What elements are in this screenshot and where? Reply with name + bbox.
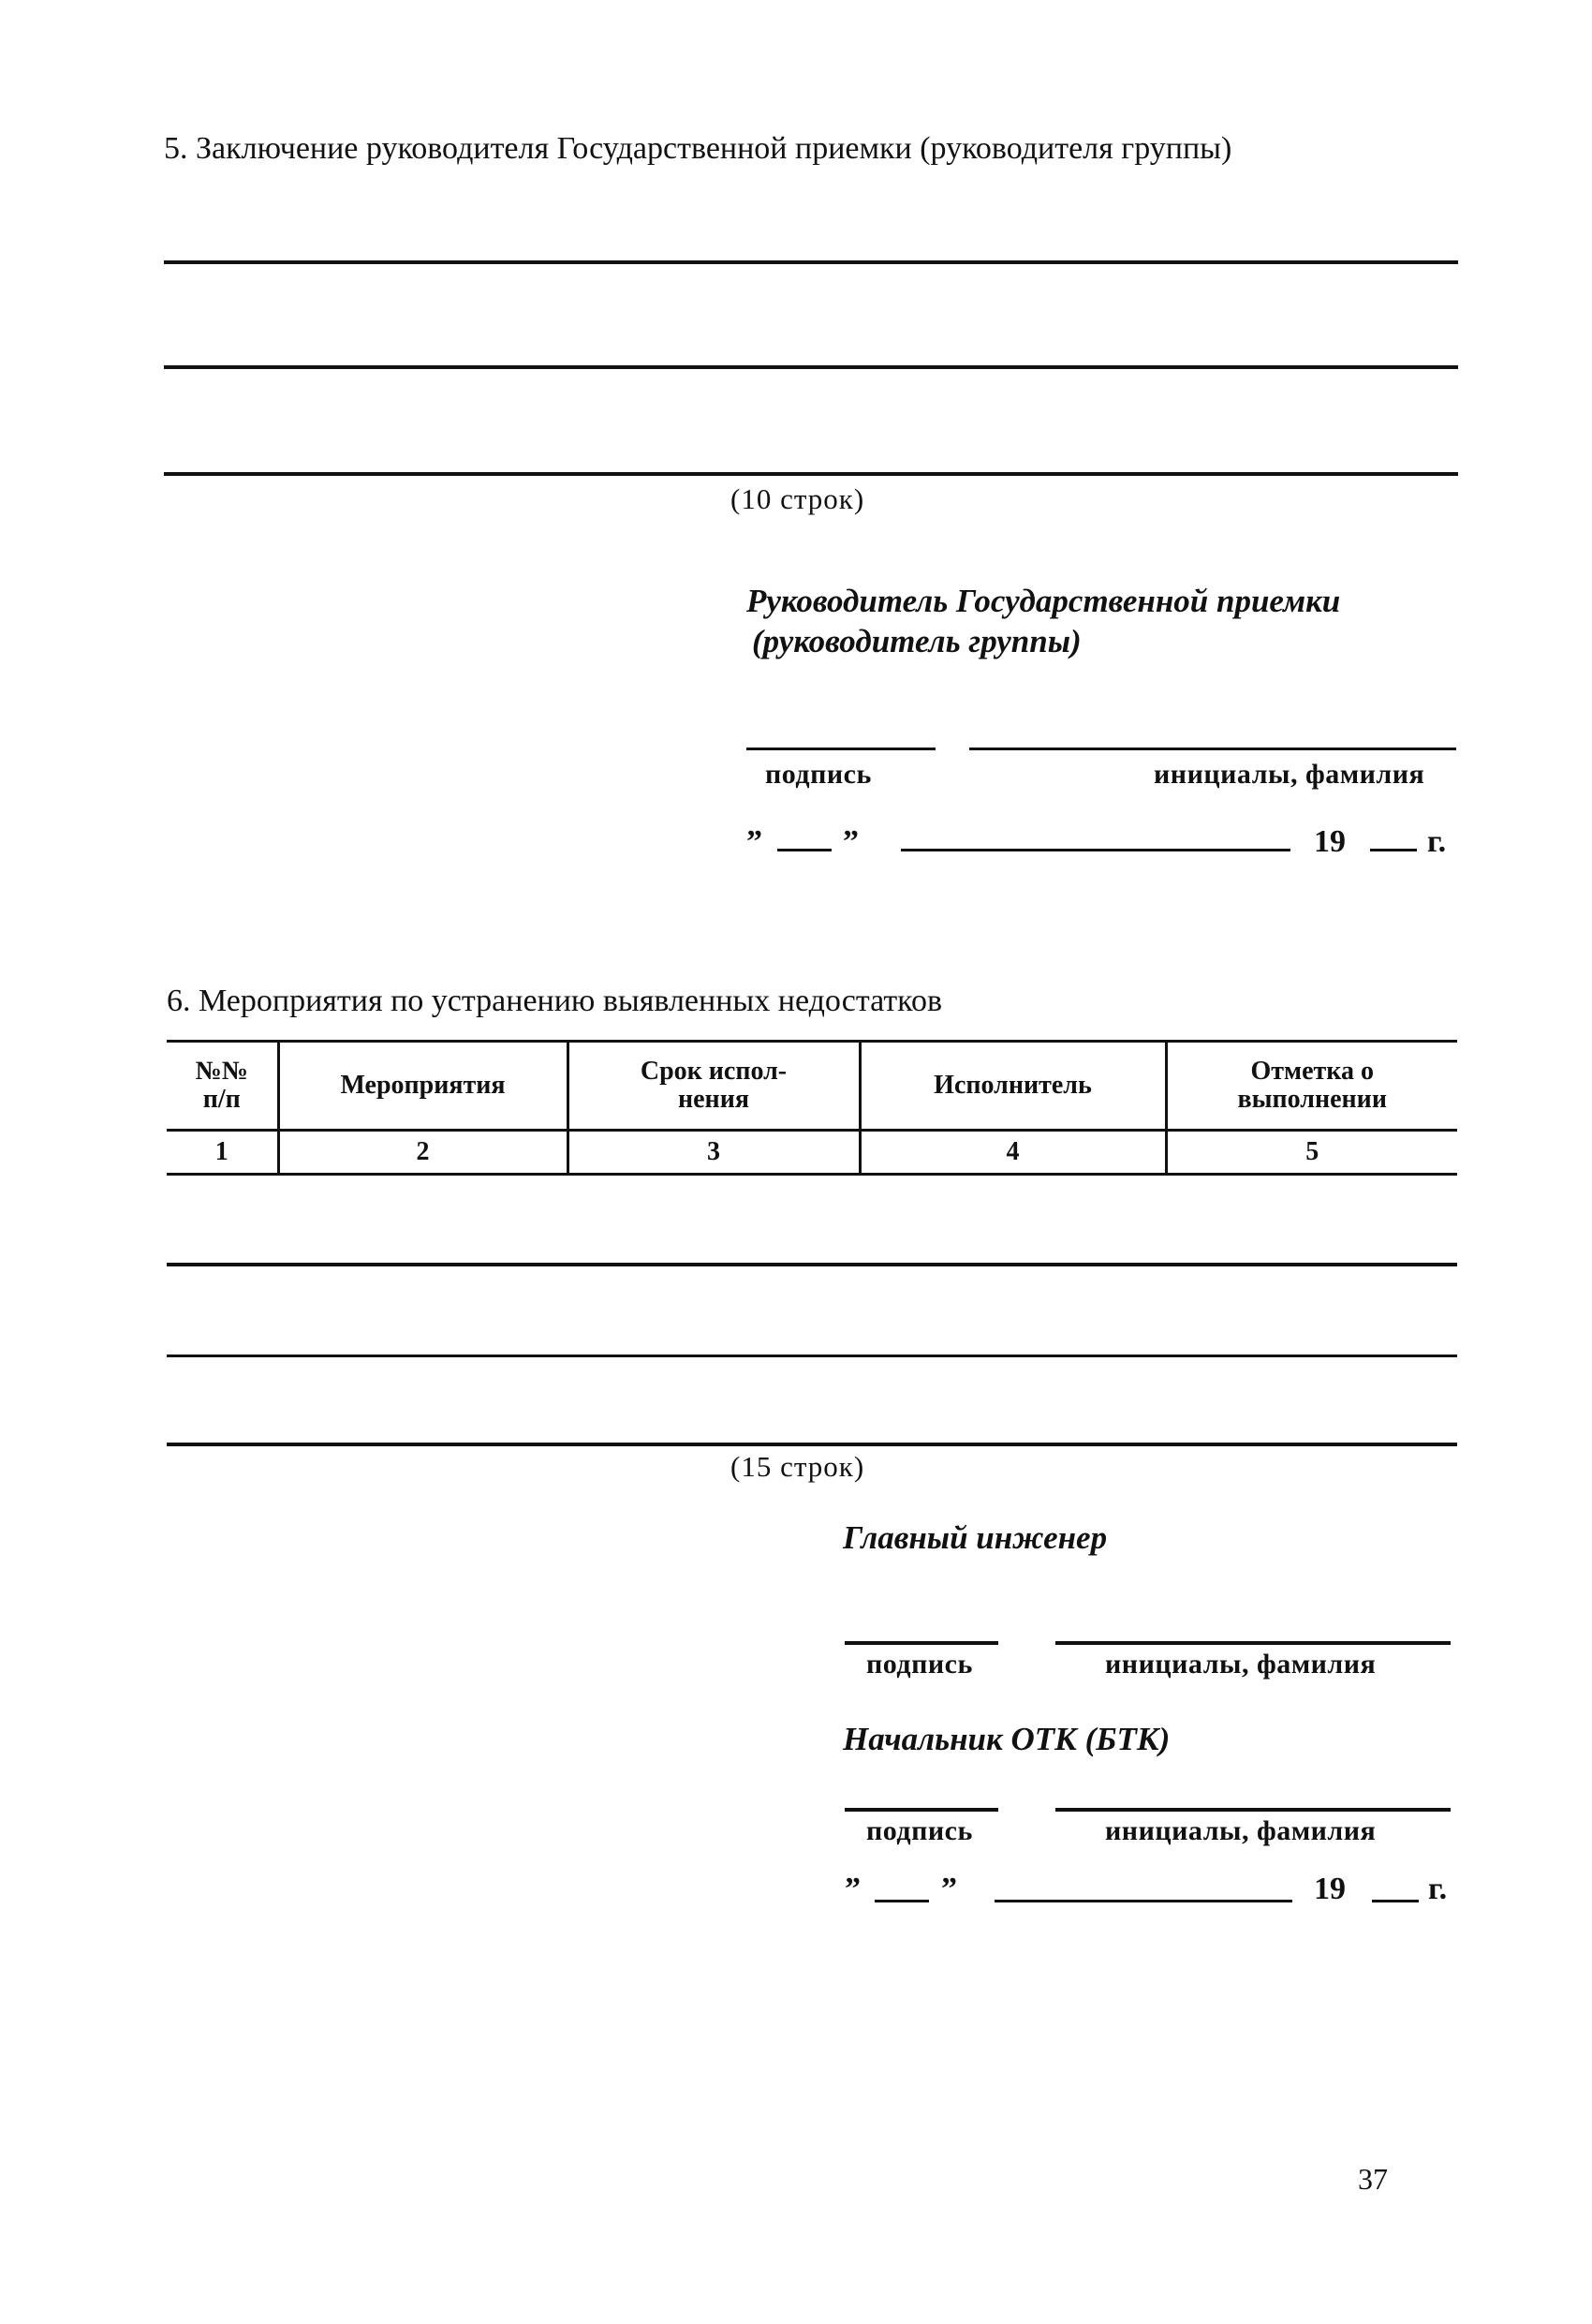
lines-count-note: (10 строк) [730, 482, 865, 515]
otk-date-quote-open: ” [845, 1872, 861, 1906]
section-6-title: 6. Мероприятия по устранению выявленных недостатков [167, 984, 943, 1018]
header-executor [860, 1042, 1166, 1131]
section-5-title: 5. Заключение руководителя Государственной приемки (руководителя группы) [164, 131, 1232, 166]
measures-table [167, 1040, 1457, 1176]
otk-head-title: Начальник ОТК (БТК) [843, 1721, 1171, 1757]
column-number-row [167, 1131, 1457, 1175]
measures-line-2[interactable] [167, 1354, 1457, 1357]
column-number-cell: 2 [278, 1131, 568, 1175]
signer-role-subtitle: (руководитель группы) [752, 623, 1082, 659]
date-year-prefix: 19 [1314, 824, 1346, 859]
otk-date-quote-close: ” [941, 1872, 957, 1906]
header-number [167, 1042, 278, 1131]
header-executor-text: Исполнитель [934, 1071, 1092, 1100]
measures-line-1[interactable] [167, 1263, 1457, 1266]
signer-role-title: Руководитель Государственной приемки [746, 583, 1341, 619]
header-deadline-line-1: Срок испол- [640, 1057, 788, 1086]
column-number-cell: 5 [1166, 1131, 1457, 1175]
header-completion-line-2: выполнении [1237, 1085, 1387, 1114]
otk-date-year-field[interactable] [1372, 1900, 1419, 1902]
date-year-suffix: г. [1427, 824, 1447, 859]
otk-head-signature-line[interactable] [845, 1808, 998, 1812]
column-number-cell: 4 [860, 1131, 1166, 1175]
otk-head-name-line[interactable] [1055, 1808, 1451, 1812]
date-quote-open: ” [746, 824, 762, 859]
header-completion-line-1: Отметка о [1250, 1057, 1374, 1086]
header-number-line-2: п/п [202, 1085, 241, 1114]
header-measures-text: Мероприятия [340, 1071, 506, 1100]
table-header-row [167, 1042, 1457, 1131]
date-month-field[interactable] [901, 849, 1290, 851]
date-day-field[interactable] [777, 849, 832, 851]
chief-engineer-signature-label: подпись [866, 1649, 973, 1680]
signature-label: подпись [765, 759, 872, 790]
header-completion-mark [1166, 1042, 1457, 1131]
column-number-cell: 1 [167, 1131, 278, 1175]
date-quote-close: ” [843, 824, 859, 859]
measures-line-3[interactable] [167, 1443, 1457, 1446]
header-deadline [568, 1042, 860, 1131]
lines-count-note-2: (15 строк) [730, 1450, 865, 1483]
header-number-line-1: №№ [195, 1057, 248, 1086]
chief-engineer-signature-line[interactable] [845, 1641, 998, 1645]
header-measures [278, 1042, 568, 1131]
name-line[interactable] [969, 748, 1456, 750]
otk-date-year-prefix: 19 [1314, 1872, 1346, 1906]
header-deadline-line-2: нения [678, 1085, 749, 1114]
conclusion-line-2[interactable] [164, 365, 1458, 369]
otk-date-year-suffix: г. [1428, 1872, 1448, 1906]
date-year-field[interactable] [1370, 849, 1417, 851]
column-number-cell: 3 [568, 1131, 860, 1175]
chief-engineer-name-label: инициалы, фамилия [1105, 1649, 1377, 1680]
chief-engineer-name-line[interactable] [1055, 1641, 1451, 1645]
chief-engineer-title: Главный инженер [843, 1519, 1108, 1556]
conclusion-line-3[interactable] [164, 472, 1458, 476]
otk-head-name-label: инициалы, фамилия [1105, 1815, 1377, 1846]
otk-date-month-field[interactable] [995, 1900, 1292, 1902]
signature-line[interactable] [746, 748, 936, 750]
name-label: инициалы, фамилия [1154, 759, 1425, 790]
otk-head-signature-label: подпись [866, 1815, 973, 1846]
page-number: 37 [1358, 2162, 1388, 2196]
conclusion-line-1[interactable] [164, 260, 1458, 264]
otk-date-day-field[interactable] [875, 1900, 929, 1902]
